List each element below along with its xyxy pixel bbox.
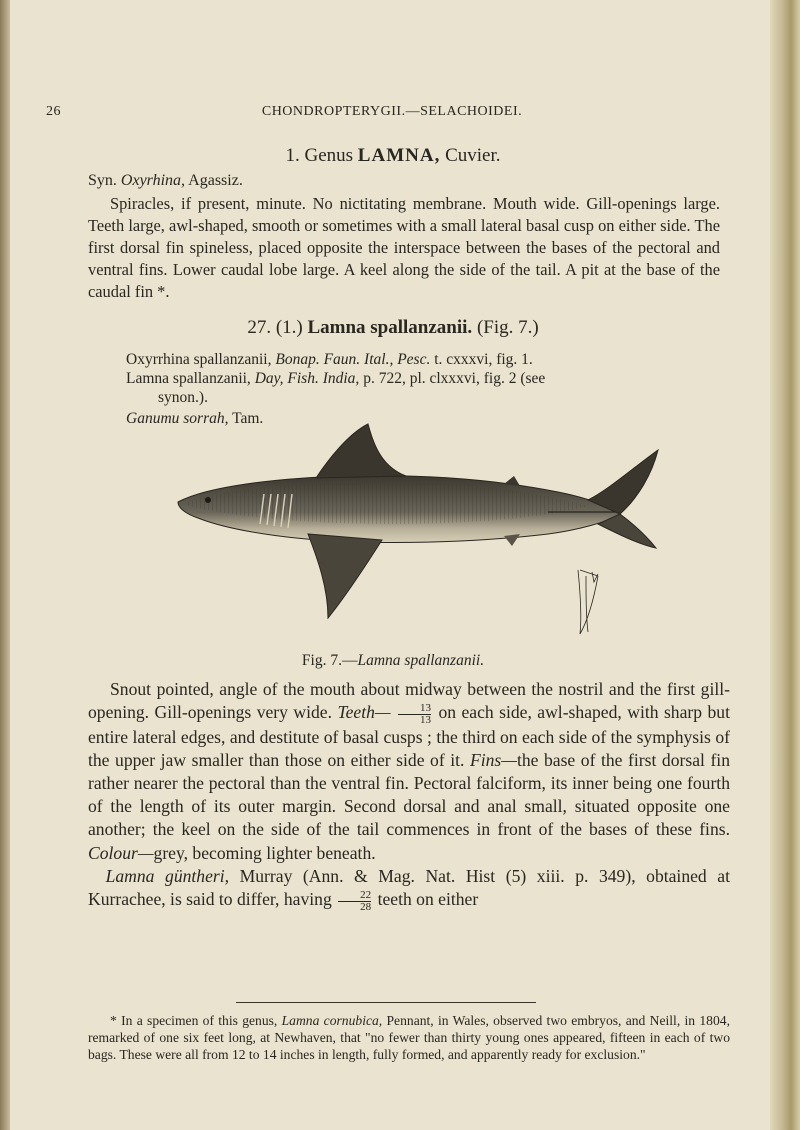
fins-label: Fins— <box>470 749 517 770</box>
running-title: CHONDROPTERYGII.—SELACHOIDEI. <box>261 104 523 119</box>
footnote <box>88 1012 730 1063</box>
shark-eye <box>205 497 211 503</box>
pectoral-fin <box>308 534 382 618</box>
genus-number: 1. Genus <box>285 145 354 166</box>
reference-2-location: p. 722, pl. clxxxvi, fig. 2 (see <box>363 370 546 387</box>
teeth-upper-count: 13 <box>398 703 431 715</box>
species-description <box>88 678 730 913</box>
teeth-formula <box>398 703 431 726</box>
description-teeth: on each side, awl-shaped, with sharp but entire lateral edges, and destitute of basal cusps ; the third on each side of the symphysis of the upper jaw smaller than those on either side of it. <box>88 702 730 770</box>
colour-label: Colour— <box>88 842 154 863</box>
synonym-name: Oxyrhina, <box>120 172 186 189</box>
reference-1-name: Oxyrrhina spallanzanii, <box>126 351 272 368</box>
species-number: 27. (1.) <box>247 317 303 338</box>
vernacular-name-text: Ganumu sorrah, <box>126 410 229 427</box>
page-number: 26 <box>46 104 61 119</box>
gunther-teeth-upper: 22 <box>338 890 371 902</box>
description-fins: the base of the first dorsal fin rather nearer the pectoral than the ventral fin. Pectoral falciform, its inner being one fourth of the length of its outer margin. Second dorsal and anal small, situated opposite one another; the keel on the side of the tail commences in front of the bases of these fins. <box>88 749 730 840</box>
figure-caption <box>28 652 758 670</box>
book-edge-right <box>770 0 800 1130</box>
synonym-prefix: Syn. <box>88 172 117 189</box>
species-name: Lamna spallanzanii. <box>307 317 473 338</box>
description-gunther: Murray (Ann. & Mag. Nat. Hist (5) xiii. p. 349), obtained at Kurrachee, is said to differ, having <box>88 865 730 910</box>
shark-illustration <box>168 420 668 640</box>
teeth-lower-count: 13 <box>420 713 431 726</box>
species-fig-ref: (Fig. 7.) <box>476 317 539 338</box>
reference-2 <box>126 369 726 388</box>
first-dorsal-fin <box>316 424 406 478</box>
book-spine-left <box>0 0 10 1130</box>
genus-name: LAMNA, <box>357 145 441 166</box>
book-page <box>28 0 758 1130</box>
footnote-rule <box>236 1002 536 1003</box>
reference-1-source: Bonap. Faun. Ital., Pesc. <box>275 351 431 368</box>
reference-2-continued: synon.). <box>158 389 208 406</box>
description-snout: Snout pointed, angle of the mouth about midway between the nostril and the first gill-opening. Gill-openings very wide. <box>88 679 730 723</box>
species-heading <box>28 317 758 339</box>
footnote-start: * In a specimen of this genus, <box>110 1013 278 1028</box>
gunther-teeth-formula <box>338 890 371 913</box>
teeth-label: Teeth— <box>337 702 391 723</box>
genus-authority: Cuvier. <box>445 145 501 166</box>
reference-1-location: t. cxxxvi, fig. 1. <box>434 351 533 368</box>
reference-2-name: Lamna spallanzanii, <box>126 370 251 387</box>
anal-fin <box>504 534 520 546</box>
gunther-teeth-lower: 28 <box>360 900 372 913</box>
footnote-text: Pennant, in Wales, observed two embryos, and Neill, in 1804, remarked of one six feet long, at Newhaven, that "no fewer than thirty young ones appeared, fifteen in each of two bags. These were all from 12 to 14 inches in length, fully formed, and apparently ready for exclusion." <box>88 1013 730 1062</box>
tooth-detail-sketch <box>578 570 598 634</box>
synonym-authority: Agassiz. <box>188 172 243 189</box>
description-gunther-end: teeth on either <box>377 889 479 910</box>
vernacular-language: Tam. <box>232 410 264 427</box>
reference-2-source: Day, Fish. India, <box>254 370 360 387</box>
gunther-species-name: Lamna güntheri, <box>105 865 230 886</box>
genus-heading <box>28 145 758 167</box>
description-colour: grey, becoming lighter beneath. <box>153 842 376 863</box>
figure-caption-prefix: Fig. 7.— <box>301 652 358 669</box>
caudal-fin-upper <box>588 450 658 514</box>
synonym-line <box>88 172 243 190</box>
footnote-species: Lamna cornubica, <box>281 1013 383 1028</box>
genus-description: Spiracles, if present, minute. No nictitating membrane. Mouth wide. Gill-openings large. Teeth large, awl-shaped, smooth or sometimes with a small lateral basal cusp on either side. The first dorsal fin spineless, placed opposite the interspace between the bases of the pectoral and ventral fins. Lower caudal lobe large. A keel along the side of the tail. A pit at the base of the caudal fin *. <box>88 194 720 301</box>
reference-1 <box>126 350 726 369</box>
running-header <box>46 104 738 124</box>
figure-caption-name: Lamna spallanzanii. <box>357 652 485 669</box>
